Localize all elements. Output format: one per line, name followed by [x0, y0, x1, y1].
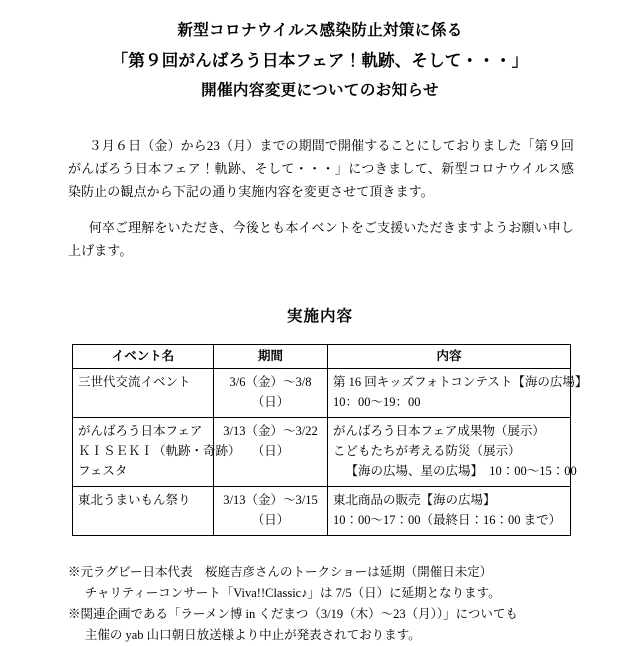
cell-detail: [328, 487, 571, 536]
table-row: [73, 487, 571, 536]
cell-line: こどもたちが考える防災（展示）: [333, 444, 521, 458]
cell-line: ＫＩＳＥＫＩ（軌跡・奇跡）: [78, 444, 241, 458]
document-title: [0, 0, 640, 106]
paragraph-1: ３月６日（金）から23（月）までの期間で開催することにしておりました「第９回がんばろう日本フェア！軌跡、そして・・・」につきまして、新型コロナウイルス感染防止の観点から下記の通り実施内容を変更させて頂きます。: [68, 138, 574, 199]
schedule-table: [72, 344, 588, 536]
schedule-table-wrapper: [0, 344, 640, 536]
column-header-event-name: イベント名: [73, 345, 214, 369]
cell-line: 10：00～17：00（最終日：16：00 まで）: [333, 513, 562, 527]
cell-event-name: [73, 369, 214, 418]
footnote-line-2: チャリティーコンサート「Viva!!Classic♪」は 7/5（日）に延期となります。: [84, 586, 501, 600]
cell-line: がんばろう日本フェア成果物（展示）: [333, 424, 545, 438]
cell-detail: [328, 369, 588, 418]
cell-period: 3/13（金）～3/22（日）: [214, 418, 328, 487]
footnotes: [0, 562, 640, 646]
column-header-detail: 内容: [328, 345, 571, 369]
cell-line: 東北商品の販売【海の広場】: [333, 493, 496, 507]
cell-line: 【海の広場、星の広場】 10：00～15：00: [345, 464, 577, 478]
cell-line: 三世代交流イベント: [78, 375, 191, 389]
cell-detail: [328, 418, 577, 487]
cell-event-name: [73, 418, 241, 487]
cell-period: 3/6（金）～3/8（日）: [214, 369, 328, 418]
table-row: [73, 369, 571, 418]
column-header-period: 期間: [214, 345, 328, 369]
cell-period: 3/13（金）～3/15（日）: [214, 487, 328, 536]
cell-line: がんばろう日本フェア: [78, 424, 203, 438]
body-text: [0, 134, 640, 262]
paragraph-2: 何卒ご理解をいただき、今後とも本イベントをご支援いただきますようお願い申し上げます。: [68, 220, 574, 258]
cell-line: 東北うまいもん祭り: [78, 493, 191, 507]
title-line-3: 開催内容変更についてのお知らせ: [201, 82, 439, 99]
footnote-line-4: 主催の yab 山口朝日放送様より中止が発表されております。: [84, 628, 421, 642]
footnote-line-1: ※元ラグビー日本代表 桜庭吉彦さんのトークショーは延期（開催日未定）: [68, 565, 493, 579]
section-heading: 実施内容: [286, 308, 353, 325]
title-line-2: 「第９回がんばろう日本フェア！軌跡、そして・・・」: [111, 51, 529, 70]
table-header-row: [73, 345, 571, 369]
cell-line: 第 16 回キッズフォトコンテスト【海の広場】: [333, 375, 588, 389]
footnote-line-3: ※関連企画である「ラーメン博 in くだまつ（3/19（木）～23（月））」についても: [68, 607, 518, 621]
cell-line: フェスタ: [78, 464, 128, 478]
title-line-1: 新型コロナウイルス感染防止対策に係る: [177, 22, 463, 39]
table-row: [73, 418, 571, 487]
cell-event-name: [73, 487, 214, 536]
cell-line: 10：00～19：00: [333, 395, 421, 409]
